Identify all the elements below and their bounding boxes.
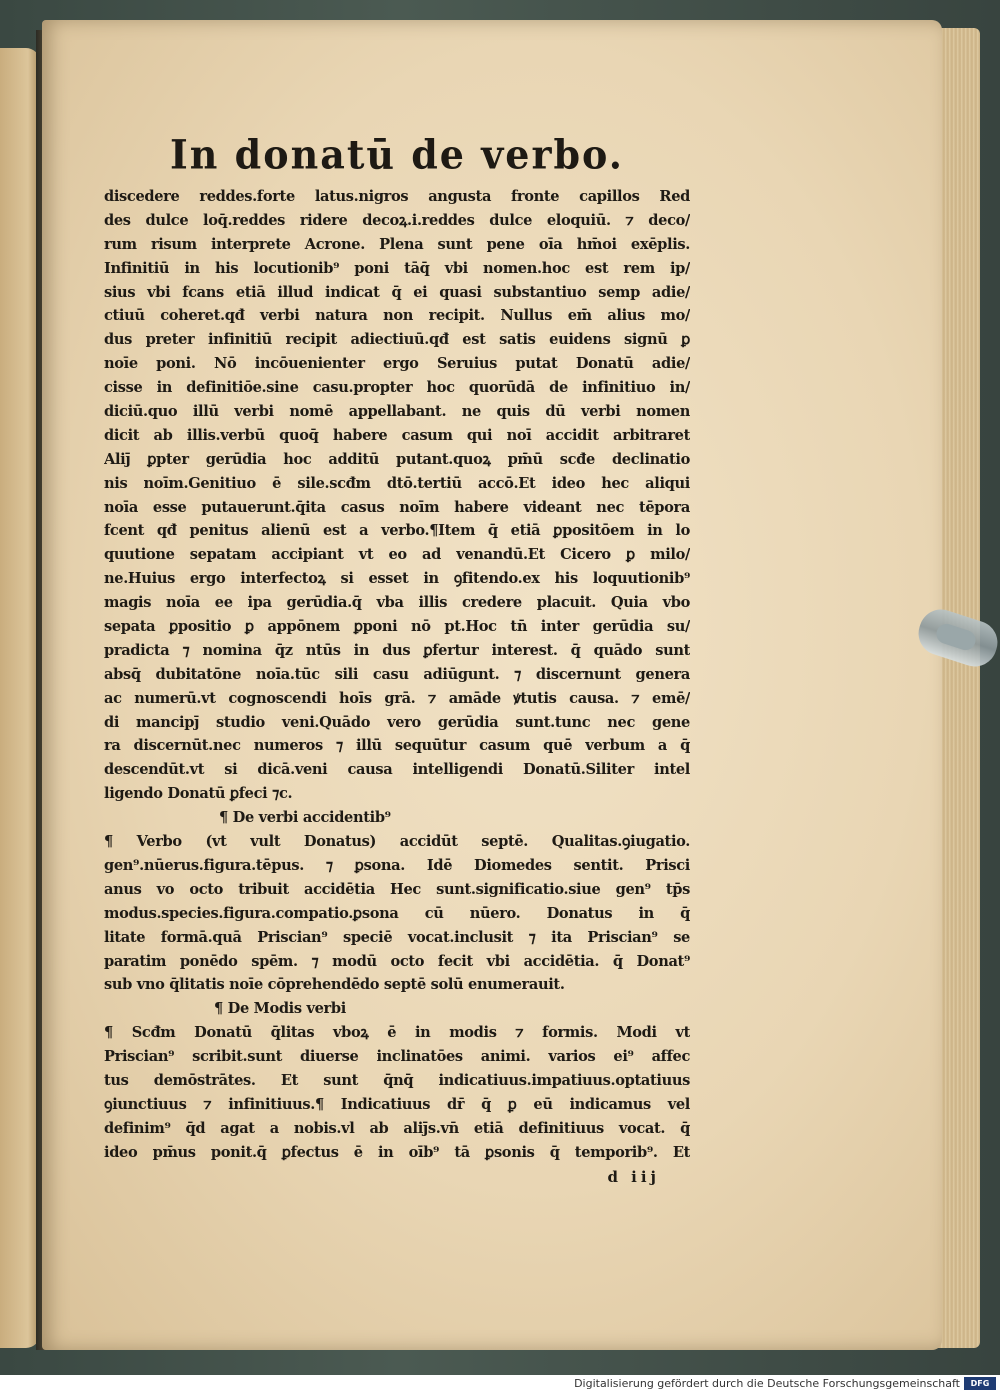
text-line: magis noīa ee ipa gerūdia.q̄ vba illis credere placuit. Quia vbo — [104, 594, 690, 612]
text-line: ac numerū.vt cognoscendi hoīs grā. ⁊ amāde ꝟtutis causa. ⁊ emē/ — [104, 689, 690, 707]
text-line: ¶ Scđm Donatū q̄litas vboꝝ ē in modis ⁊ formis. Modi vt — [104, 1024, 690, 1042]
dfg-logo: DFG — [964, 1377, 996, 1390]
text-line: quutione sepatam accipiant vt eo ad venandū.Et Cicero ꝑ milo/ — [104, 546, 690, 564]
text-line: Aliȷ̄ ꝑpter gerūdia hoc additū putant.quoꝝ pm̄ū scđe declinatio — [104, 450, 690, 468]
text-line: ne.Huius ergo interfectoꝝ si esset in ꝯfitendo.ex his loquutionib⁹ — [104, 570, 690, 588]
page-text-block — [104, 132, 690, 1189]
text-line: di mancipȷ̄ studio veni.Quādo vero gerūdia sunt.tunc nec gene — [104, 713, 690, 731]
text-line: ra discernūt.nec numeros ⁊ illū sequūtur casum quē verbum a q̄ — [104, 737, 690, 755]
text-line: diciū.quo illū verbi nomē appellabant. ne quis dū verbi nomen — [104, 403, 690, 421]
text-line: gen⁹.nūerus.figura.tēpus. ⁊ ꝑsona. Idē Diomedes sentit. Prisci — [104, 856, 690, 874]
text-line: nis noīm.Genitiuo ē sile.scđm dtō.tertiū accō.Et ideo hec aliqui — [104, 474, 690, 492]
text-line: dicit ab illis.verbū quoq̄ habere casum qui noī accidit arbitraret — [104, 426, 690, 444]
text-line: discedere reddes.forte latus.nigros angusta fronte capillos Red — [104, 188, 690, 205]
text-line: dus preter infinitiū recipit adiectiuū.qđ est satis euidens signū ꝑ — [104, 331, 690, 349]
text-line: ꝯiunctiuus ⁊ infinitiuus.¶ Indicatiuus dr̄ q̄ ꝑ eū indicamus vel — [104, 1095, 690, 1113]
text-line: definim⁹ q̄d agat a nobis.vl ab aliȷ̄s.vn̄ etiā definitiuus vocat. q̄ — [104, 1119, 690, 1137]
text-line: sub vno q̄litatis noīe cōprehendēdo septē solū enumerauit. — [104, 976, 565, 994]
text-line: paratim ponēdo spēm. ⁊ modū octo fecit vbi accidētia. q̄ Donat⁹ — [104, 952, 690, 970]
text-line: absq̄ dubitatōne noīa.tūc sili casu adiūgunt. ⁊ discernunt genera — [104, 665, 690, 683]
text-line: Priscian⁹ scribit.sunt diuerse inclinatōes animi. varios ei⁹ affec — [104, 1048, 690, 1066]
text-line: ¶ Verbo (vt vult Donatus) accidūt septē. Qualitas.ꝯiugatio. — [104, 833, 690, 851]
text-line: Infinitiū in his locutionib⁹ poni tāq̄ vbi nomen.hoc est rem ip/ — [104, 259, 690, 277]
page-heading: In donatū de verbo. — [170, 130, 624, 179]
text-line: pradicta ⁊ nomina q̄z ntūs in dus ꝑfertur interest. q̄ quādo sunt — [104, 641, 690, 659]
body-paragraph-1 — [104, 185, 690, 806]
body-paragraph-3 — [104, 1021, 690, 1164]
text-line: des dulce loq̄.reddes ridere decoꝝ.i.reddes dulce eloquiū. ⁊ deco/ — [104, 211, 690, 229]
text-line: noīe poni. Nō incōuenienter ergo Seruius putat Donatū adie/ — [104, 355, 690, 373]
section-heading-modes: ¶ De Modis verbi — [214, 1000, 346, 1018]
text-line: sepata ꝑpositio ꝑ appōnem ꝑponi nō pt.Hoc tn̄ inter gerūdia su/ — [104, 618, 690, 636]
text-line: ideo pm̄us ponit.q̄ ꝑfectus ē in oīb⁹ tā ꝑsonis q̄ temporib⁹. Et — [104, 1143, 690, 1161]
funding-credit: Digitalisierung gefördert durch die Deutsche Forschungsgemeinschaft — [574, 1377, 960, 1390]
text-line: anus vo octo tribuit accidētia Hec sunt.significatio.siue gen⁹ tp̄s — [104, 880, 690, 898]
text-line: fcent qđ penitus alienū est a verbo.¶Item q̄ etiā ꝑpositōem in lo — [104, 522, 690, 540]
footer-bar — [0, 1375, 1000, 1393]
text-line: ctiuū coheret.qđ verbi natura non recipit. Nullus em̄ alius mo/ — [104, 307, 690, 325]
facing-page-edge — [0, 48, 40, 1348]
signature-mark: d iij — [607, 1167, 660, 1186]
text-line: cisse in definitiōe.sine casu.propter hoc quorūdā de infinitiuo in/ — [104, 379, 690, 397]
text-line: descendūt.vt si dicā.veni causa intelligendi Donatū.Siliter intel — [104, 761, 690, 779]
text-line: rum risum interprete Acrone. Plena sunt pene oīa hm̄oi exēplis. — [104, 235, 690, 253]
text-line: sius vbi fcans etiā illud indicat q̄ ei quasi substantiuo semp adie/ — [104, 283, 690, 301]
text-line: noīa esse putauerunt.q̄ita casus noīm habere videant nec tēpora — [104, 498, 690, 516]
section-heading-accidents: ¶ De verbi accidentib⁹ — [219, 809, 391, 827]
text-line: modus.species.figura.compatio.ꝑsona cū nūero. Donatus in q̄ — [104, 904, 690, 922]
body-paragraph-2 — [104, 830, 690, 997]
text-line: ligendo Donatū ꝑfeci ⁊c. — [104, 785, 293, 803]
text-line: litate formā.quā Priscian⁹ speciē vocat.inclusit ⁊ ita Priscian⁹ se — [104, 928, 690, 946]
text-line: tus demōstrātes. Et sunt q̄nq̄ indicatiuus.impatiuus.optatiuus — [104, 1071, 690, 1089]
